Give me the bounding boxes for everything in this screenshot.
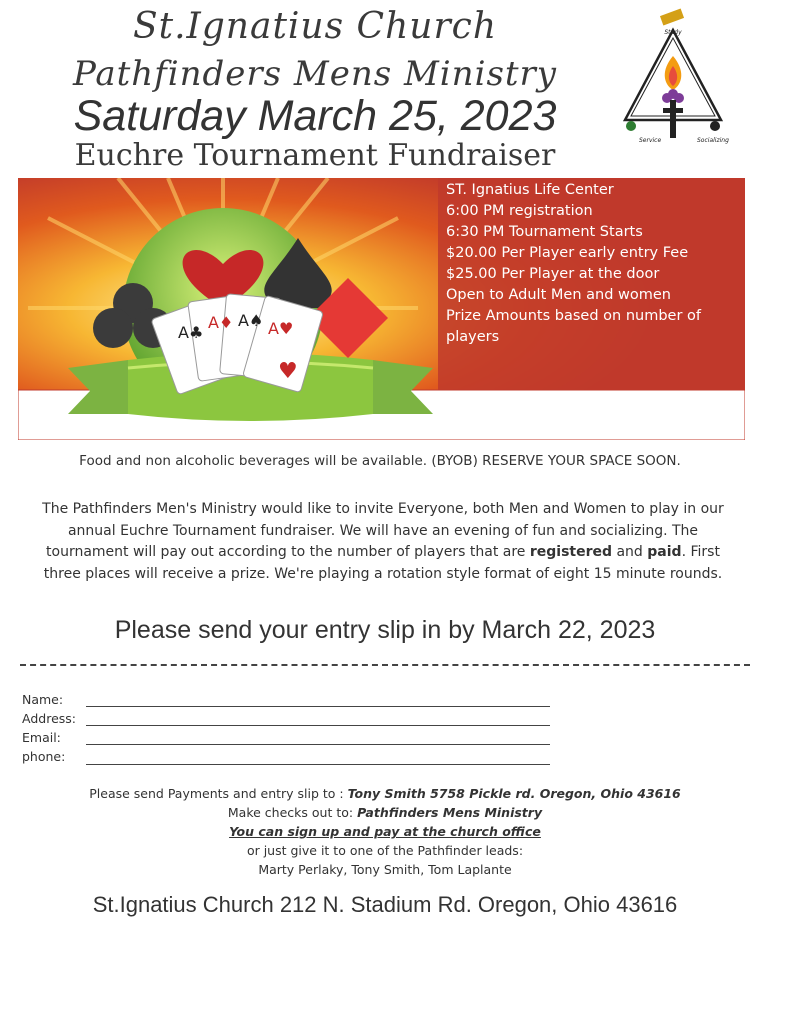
event-title: Euchre Tournament Fundraiser [74, 138, 556, 173]
svg-text:A♠: A♠ [238, 311, 264, 330]
entry-deadline: Please send your entry slip in by March 22, 2023 [114, 616, 656, 644]
book-icon [660, 9, 684, 26]
invitation-paragraph: The Pathfinders Men's Ministry would like to invite Everyone, both Men and Women to play in our annual Euchre Tournament fundraiser. We will have an evening of fun and socializing. The tournament will pay out according to the number of players that are registered and paid. First three places will receive a prize. We're playing a rotation style format of eight 15 minute rounds. [42, 501, 724, 582]
leads-names: Marty Perlaky, Tony Smith, Tom Laplante [258, 862, 512, 877]
svg-text:A♥: A♥ [268, 319, 294, 338]
detail-eligibility: Open to Adult Men and women [446, 287, 671, 303]
detail-early-fee: $20.00 Per Player early entry Fee [446, 245, 689, 261]
svg-text:♥: ♥ [278, 359, 298, 384]
address-line[interactable] [86, 725, 550, 726]
leads-note: or just give it to one of the Pathfinder leads: [246, 843, 524, 858]
email-line[interactable] [86, 744, 550, 745]
phone-label: phone: [22, 749, 66, 764]
payment-address: Please send Payments and entry slip to : Tony Smith 5758 Pickle rd. Oregon, Ohio 43616 [89, 786, 681, 801]
phone-line[interactable] [86, 764, 550, 765]
name-label: Name: [22, 692, 64, 707]
email-label: Email: [22, 730, 61, 745]
detail-start: 6:30 PM Tournament Starts [446, 224, 643, 240]
ministry-logo [617, 8, 729, 148]
event-date: Saturday March 25, 2023 [73, 92, 557, 140]
ministry-title: Pathfinders Mens Ministry [72, 54, 558, 94]
cut-line [20, 664, 750, 666]
service-icon [626, 121, 636, 131]
event-details [446, 180, 742, 348]
name-line[interactable] [86, 706, 550, 707]
detail-prizes: Prize Amounts based on number of players [446, 308, 701, 345]
address-label: Address: [22, 711, 76, 726]
svg-text:A♣: A♣ [178, 323, 204, 342]
church-address: St.Ignatius Church 212 N. Stadium Rd. Oregon, Ohio 43616 [92, 892, 678, 917]
food-note: Food and non alcoholic beverages will be available. (BYOB) RESERVE YOUR SPACE SOON. [79, 453, 681, 469]
registered-emphasis: registered [529, 544, 613, 560]
signup-note: You can sign up and pay at the church office [229, 824, 541, 839]
check-payee: Make checks out to: Pathfinders Mens Ministry [227, 805, 543, 820]
cross-icon [670, 100, 676, 138]
logo-label-socializing: Socializing [697, 137, 729, 144]
svg-text:A♦: A♦ [208, 313, 234, 332]
detail-registration: 6:00 PM registration [446, 203, 593, 219]
logo-label-study: Study [664, 29, 682, 36]
logo-label-service: Service [639, 137, 662, 144]
paid-emphasis: paid [647, 544, 682, 560]
detail-door-fee: $25.00 Per Player at the door [446, 266, 660, 282]
socializing-icon [710, 121, 720, 131]
detail-venue: ST. Ignatius Life Center [446, 182, 614, 198]
church-title: St.Ignatius Church [132, 6, 498, 47]
